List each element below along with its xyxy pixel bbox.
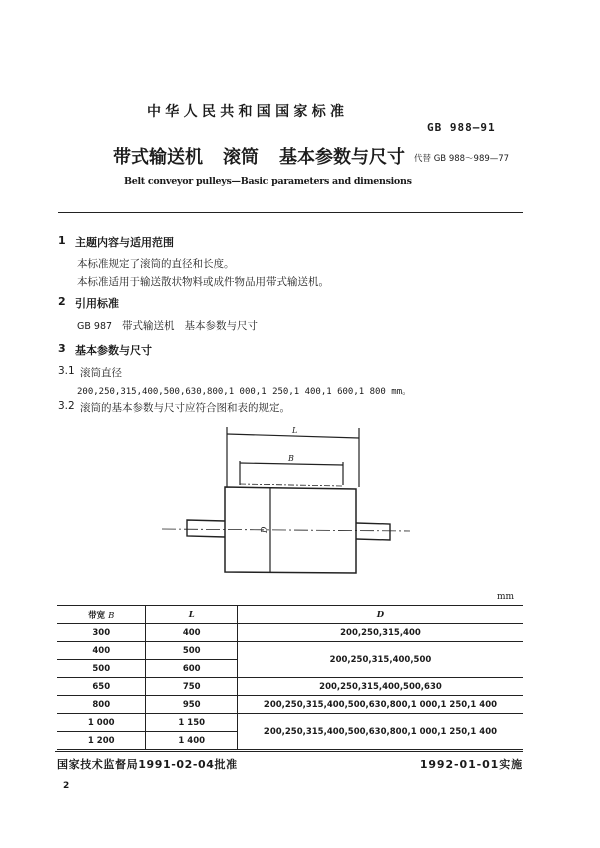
cell-length: 500 bbox=[146, 642, 237, 660]
cell-diameter: 200,250,315,400,500,630,800,1 000,1 250,1 400 bbox=[237, 714, 523, 750]
header-length: L bbox=[146, 606, 237, 624]
section-3-title: 基本参数与尺寸 bbox=[75, 344, 152, 357]
cell-belt-width: 1 200 bbox=[57, 732, 146, 750]
section-2-number: 2 bbox=[58, 295, 66, 308]
document-title bbox=[113, 143, 405, 169]
cell-length: 1 150 bbox=[146, 714, 237, 732]
cell-diameter: 200,250,315,400,500,630,800,1 000,1 250,1 400 bbox=[237, 696, 523, 714]
belt-width-label: B bbox=[288, 454, 294, 463]
header-belt-width-label: 带宽 bbox=[88, 610, 109, 621]
section-1-paragraph-2: 本标准适用于输送散状物料或成件物品用带式输送机。 bbox=[77, 276, 329, 288]
cell-length: 750 bbox=[146, 678, 237, 696]
standard-code: GB 988—91 bbox=[427, 121, 496, 134]
diameter-label: D bbox=[260, 526, 269, 533]
cell-belt-width: 650 bbox=[57, 678, 146, 696]
table-row bbox=[57, 678, 523, 696]
cell-diameter: 200,250,315,400 bbox=[237, 624, 523, 642]
pulley-diameter-values: 200,250,315,400,500,630,800,1 000,1 250,1 400,1 600,1 800 mm。 bbox=[77, 387, 412, 397]
reference-code: GB 987 bbox=[77, 321, 113, 332]
header-divider bbox=[58, 212, 523, 213]
cell-belt-width: 400 bbox=[57, 642, 146, 660]
header-belt-width bbox=[57, 606, 146, 624]
reference-title-a: 带式输送机 bbox=[122, 320, 175, 332]
effective-date: 1992-01-01实施 bbox=[419, 758, 523, 771]
replaces-note: 代替 GB 988～989—77 bbox=[414, 154, 510, 164]
reference-standard bbox=[77, 318, 258, 333]
title-part-2: 滚筒 bbox=[223, 147, 259, 168]
table-row bbox=[57, 642, 523, 660]
cell-length: 400 bbox=[146, 624, 237, 642]
cell-length: 950 bbox=[146, 696, 237, 714]
table-row bbox=[57, 696, 523, 714]
cell-diameter: 200,250,315,400,500 bbox=[237, 642, 523, 678]
subsection-3-2-text: 滚筒的基本参数与尺寸应符合图和表的规定。 bbox=[80, 402, 290, 414]
pulley-parameters-table bbox=[57, 605, 523, 750]
title-part-3: 基本参数与尺寸 bbox=[279, 147, 405, 168]
section-1-paragraph-1: 本标准规定了滚筒的直径和长度。 bbox=[77, 258, 235, 270]
approval-note: 国家技术监督局1991-02-04批准 bbox=[57, 758, 238, 771]
table-row bbox=[57, 624, 523, 642]
table-row bbox=[57, 714, 523, 732]
subsection-3-2-number: 3.2 bbox=[58, 400, 75, 412]
title-part-1: 带式输送机 bbox=[113, 147, 203, 168]
pulley-drawing bbox=[160, 420, 420, 590]
subsection-3-1-title: 滚筒直径 bbox=[80, 367, 122, 379]
footer-divider bbox=[55, 751, 523, 752]
subsection-3-1-number: 3.1 bbox=[58, 365, 75, 377]
cell-belt-width: 300 bbox=[57, 624, 146, 642]
length-label: L bbox=[292, 426, 298, 435]
section-3-number: 3 bbox=[58, 342, 66, 355]
page-number: 2 bbox=[63, 781, 70, 791]
cell-belt-width: 500 bbox=[57, 660, 146, 678]
header-belt-width-symbol: B bbox=[108, 610, 115, 621]
cell-length: 1 400 bbox=[146, 732, 237, 750]
standard-name: 中华人民共和国国家标准 bbox=[147, 104, 349, 120]
cell-belt-width: 800 bbox=[57, 696, 146, 714]
cell-belt-width: 1 000 bbox=[57, 714, 146, 732]
table-unit: mm bbox=[497, 592, 515, 602]
table-header-row bbox=[57, 606, 523, 624]
english-title: Belt conveyor pulleys—Basic parameters and dimensions bbox=[124, 176, 412, 187]
section-1-number: 1 bbox=[58, 234, 66, 247]
header-diameter: D bbox=[237, 606, 523, 624]
cell-diameter: 200,250,315,400,500,630 bbox=[237, 678, 523, 696]
reference-title-b: 基本参数与尺寸 bbox=[184, 320, 259, 332]
cell-length: 600 bbox=[146, 660, 237, 678]
section-1-title: 主题内容与适用范围 bbox=[75, 236, 174, 249]
section-2-title: 引用标准 bbox=[75, 297, 119, 310]
